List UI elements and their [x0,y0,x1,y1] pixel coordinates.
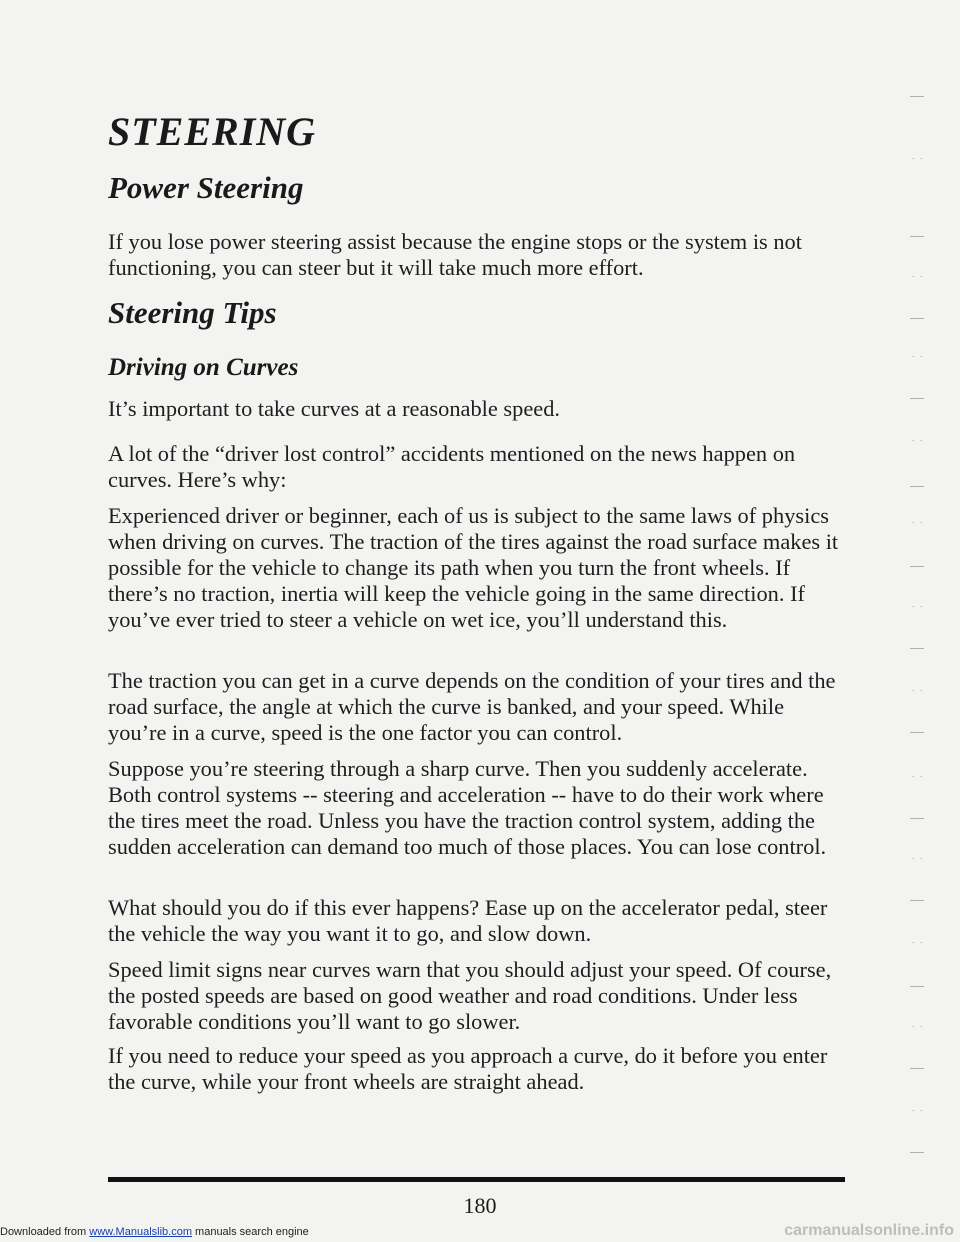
paragraph: It’s important to take curves at a reasonable speed. [108,396,560,421]
paragraph: The traction you can get in a curve depends on the condition of your tires and the road surface, the angle at which the curve is banked, and your speed. While you’re in a curve, speed is the one factor you can control. [108,668,836,745]
margin-mark [910,236,924,237]
margin-mark [910,96,924,97]
margin-mark [912,1110,926,1111]
paragraph: A lot of the “driver lost control” accidents mentioned on the news happen on curves. Here’s why: [108,441,796,492]
page-heading: STEERING [108,109,317,154]
margin-mark [910,986,924,987]
margin-mark [910,566,924,567]
margin-mark [910,818,924,819]
paragraph: If you need to reduce your speed as you approach a curve, do it before you enter the curve, while your front wheels are straight ahead. [108,1043,828,1094]
footer-prefix: Downloaded from [0,1226,90,1238]
margin-mark [912,276,926,277]
margin-mark [912,440,926,441]
section-title-steering-tips: Steering Tips [108,295,277,330]
margin-mark [910,648,924,649]
margin-mark [912,356,926,357]
download-footer [0,1226,309,1238]
subsection-title-driving-on-curves: Driving on Curves [108,354,299,381]
margin-mark [912,858,926,859]
page-number: 180 [463,1193,497,1218]
margin-mark [912,1026,926,1027]
footer-rule [108,1177,845,1182]
margin-mark [910,398,924,399]
margin-mark [910,900,924,901]
power-steering-paragraph: If you lose power steering assist because the engine stops or the system is not functioning, you can steer but it will take much more effort. [108,229,802,280]
margin-mark [910,1152,924,1153]
section-title-power-steering: Power Steering [108,170,304,205]
footer-suffix: manuals search engine [191,1226,309,1238]
paragraph: Suppose you’re steering through a sharp curve. Then you suddenly accelerate. Both control systems -- steering and acceleration -- have to do their work where the tires meet the road. Unless you have the traction control system, adding the sudden acceleration can demand too much of those places. You can lose control. [108,756,827,859]
paragraph: What should you do if this ever happens? Ease up on the accelerator pedal, steer the vehicle the way you want it to go, and slow down. [108,895,828,946]
margin-mark [912,690,926,691]
margin-mark [912,158,926,159]
margin-mark [910,1068,924,1069]
paragraph: Speed limit signs near curves warn that you should adjust your speed. Of course, the posted speeds are based on good weather and road conditions. Under less favorable conditions you’ll want to go slower. [108,957,832,1034]
watermark: carmanualsonline.info [784,1222,954,1239]
margin-mark [910,318,924,319]
paragraph: Experienced driver or beginner, each of us is subject to the same laws of physics when driving on curves. The traction of the tires against the road surface makes it possible for the vehicle to change its path when you turn the front wheels. If there’s no traction, inertia will keep the vehicle going in the same direction. If you’ve ever tried to steer a vehicle on wet ice, you’ll understand this. [108,503,839,632]
margin-mark [912,522,926,523]
margin-mark [910,486,924,487]
margin-mark [912,606,926,607]
margin-mark [912,776,926,777]
manualslib-link[interactable]: www.Manualslib.com [89,1226,192,1238]
margin-mark [912,942,926,943]
margin-mark [910,732,924,733]
